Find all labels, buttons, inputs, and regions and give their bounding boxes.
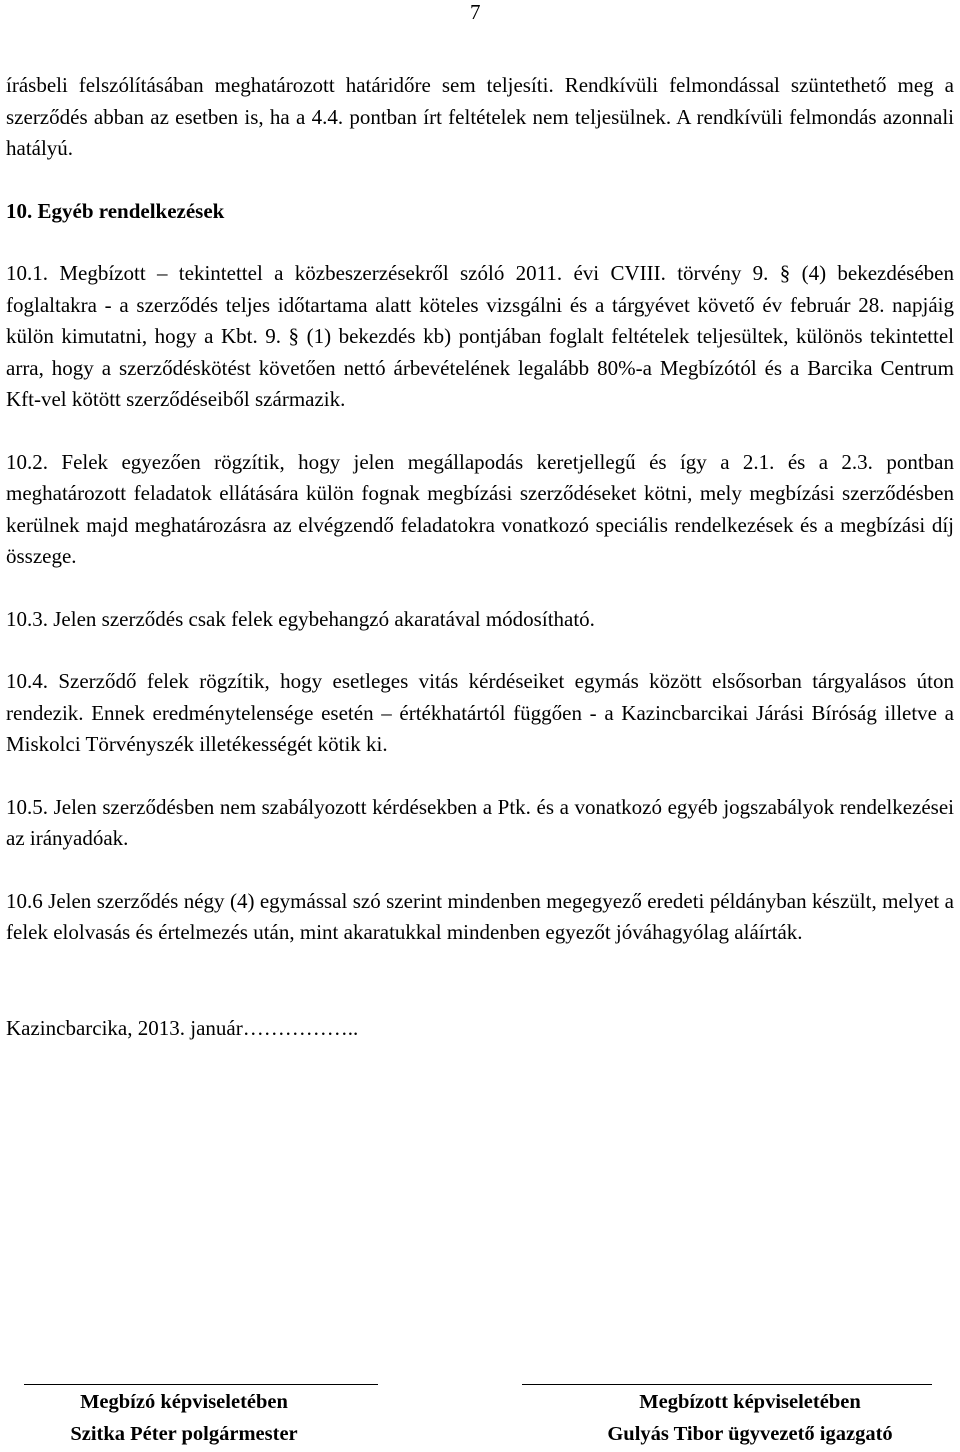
- signature-line-right: [522, 1384, 932, 1385]
- paragraph-continuation: írásbeli felszólításában meghatározott határidőre sem teljesíti. Rendkívüli felmondással szüntethető meg a szerződés abban az esetben is, ha a 4.4. pontban írt feltételek nem teljesülnek. A rendkívüli felmondás azonnali hatályú.: [6, 73, 954, 160]
- signature-block-right: [540, 1386, 960, 1450]
- paragraph-10-3: 10.3. Jelen szerződés csak felek egybehangzó akaratával módosítható.: [6, 606, 595, 631]
- signature-left-title: Megbízó képviseletében: [80, 1391, 288, 1413]
- place-and-date: Kazincbarcika, 2013. január……………..: [6, 1015, 359, 1040]
- paragraph-10-4: 10.4. Szerződő felek rögzítik, hogy esetleges vitás kérdéseiket egymás között elsősorban tárgyalásos úton rendezik. Ennek eredménytelensége esetén – értékhatártól függően - a Kazincbarcikai Járási Bíróság illetve a Miskolci Törvényszék illetékességét kötik ki.: [6, 669, 954, 756]
- section-heading: 10. Egyéb rendelkezések: [6, 198, 225, 223]
- signature-line-left: [24, 1384, 378, 1385]
- paragraph-10-1: 10.1. Megbízott – tekintettel a közbeszerzésekről szóló 2011. évi CVIII. törvény 9. § (4) bekezdésében foglaltakra - a szerződés teljes időtartama alatt köteles vizsgálni és a tárgyévet követő év február 28. napjáig külön kimutatni, hogy a Kbt. 9. § (1) bekezdés kb) pontjában foglalt feltételek teljesültek, különös tekintettel arra, hogy a szerződéskötést követően nettó árbevételének legalább 80%-a Megbízótól és a Barcika Centrum Kft-vel kötött szerződéseiből származik.: [6, 261, 954, 411]
- signature-right-name: Gulyás Tibor ügyvezető igazgató: [607, 1423, 893, 1445]
- page-number: 7: [470, 0, 481, 24]
- paragraph-10-5: 10.5. Jelen szerződésben nem szabályozott kérdésekben a Ptk. és a vonatkozó egyéb jogszabályok rendelkezései az irányadóak.: [6, 794, 954, 850]
- paragraph-10-6: 10.6 Jelen szerződés négy (4) egymással szó szerint mindenben megegyező eredeti példányban készült, melyet a felek elolvasás és értelmezés után, mint akaratukkal mindenben egyezőt jóváhagyólag aláírták.: [6, 888, 954, 944]
- signature-right-title: Megbízott képviseletében: [639, 1391, 861, 1413]
- signature-left-name: Szitka Péter polgármester: [70, 1423, 298, 1445]
- paragraph-10-2: 10.2. Felek egyezően rögzítik, hogy jelen megállapodás keretjellegű és így a 2.1. és a 2.3. pontban meghatározott feladatok ellátására külön fognak megbízási szerződéseket kötni, mely megbízási szerződésben kerülnek majd meghatározásra az elvégzendő feladatokra vonatkozó speciális rendelkezések és a megbízási díj összege.: [6, 449, 954, 568]
- document-body: [6, 70, 954, 1044]
- signature-block-left: [4, 1386, 364, 1450]
